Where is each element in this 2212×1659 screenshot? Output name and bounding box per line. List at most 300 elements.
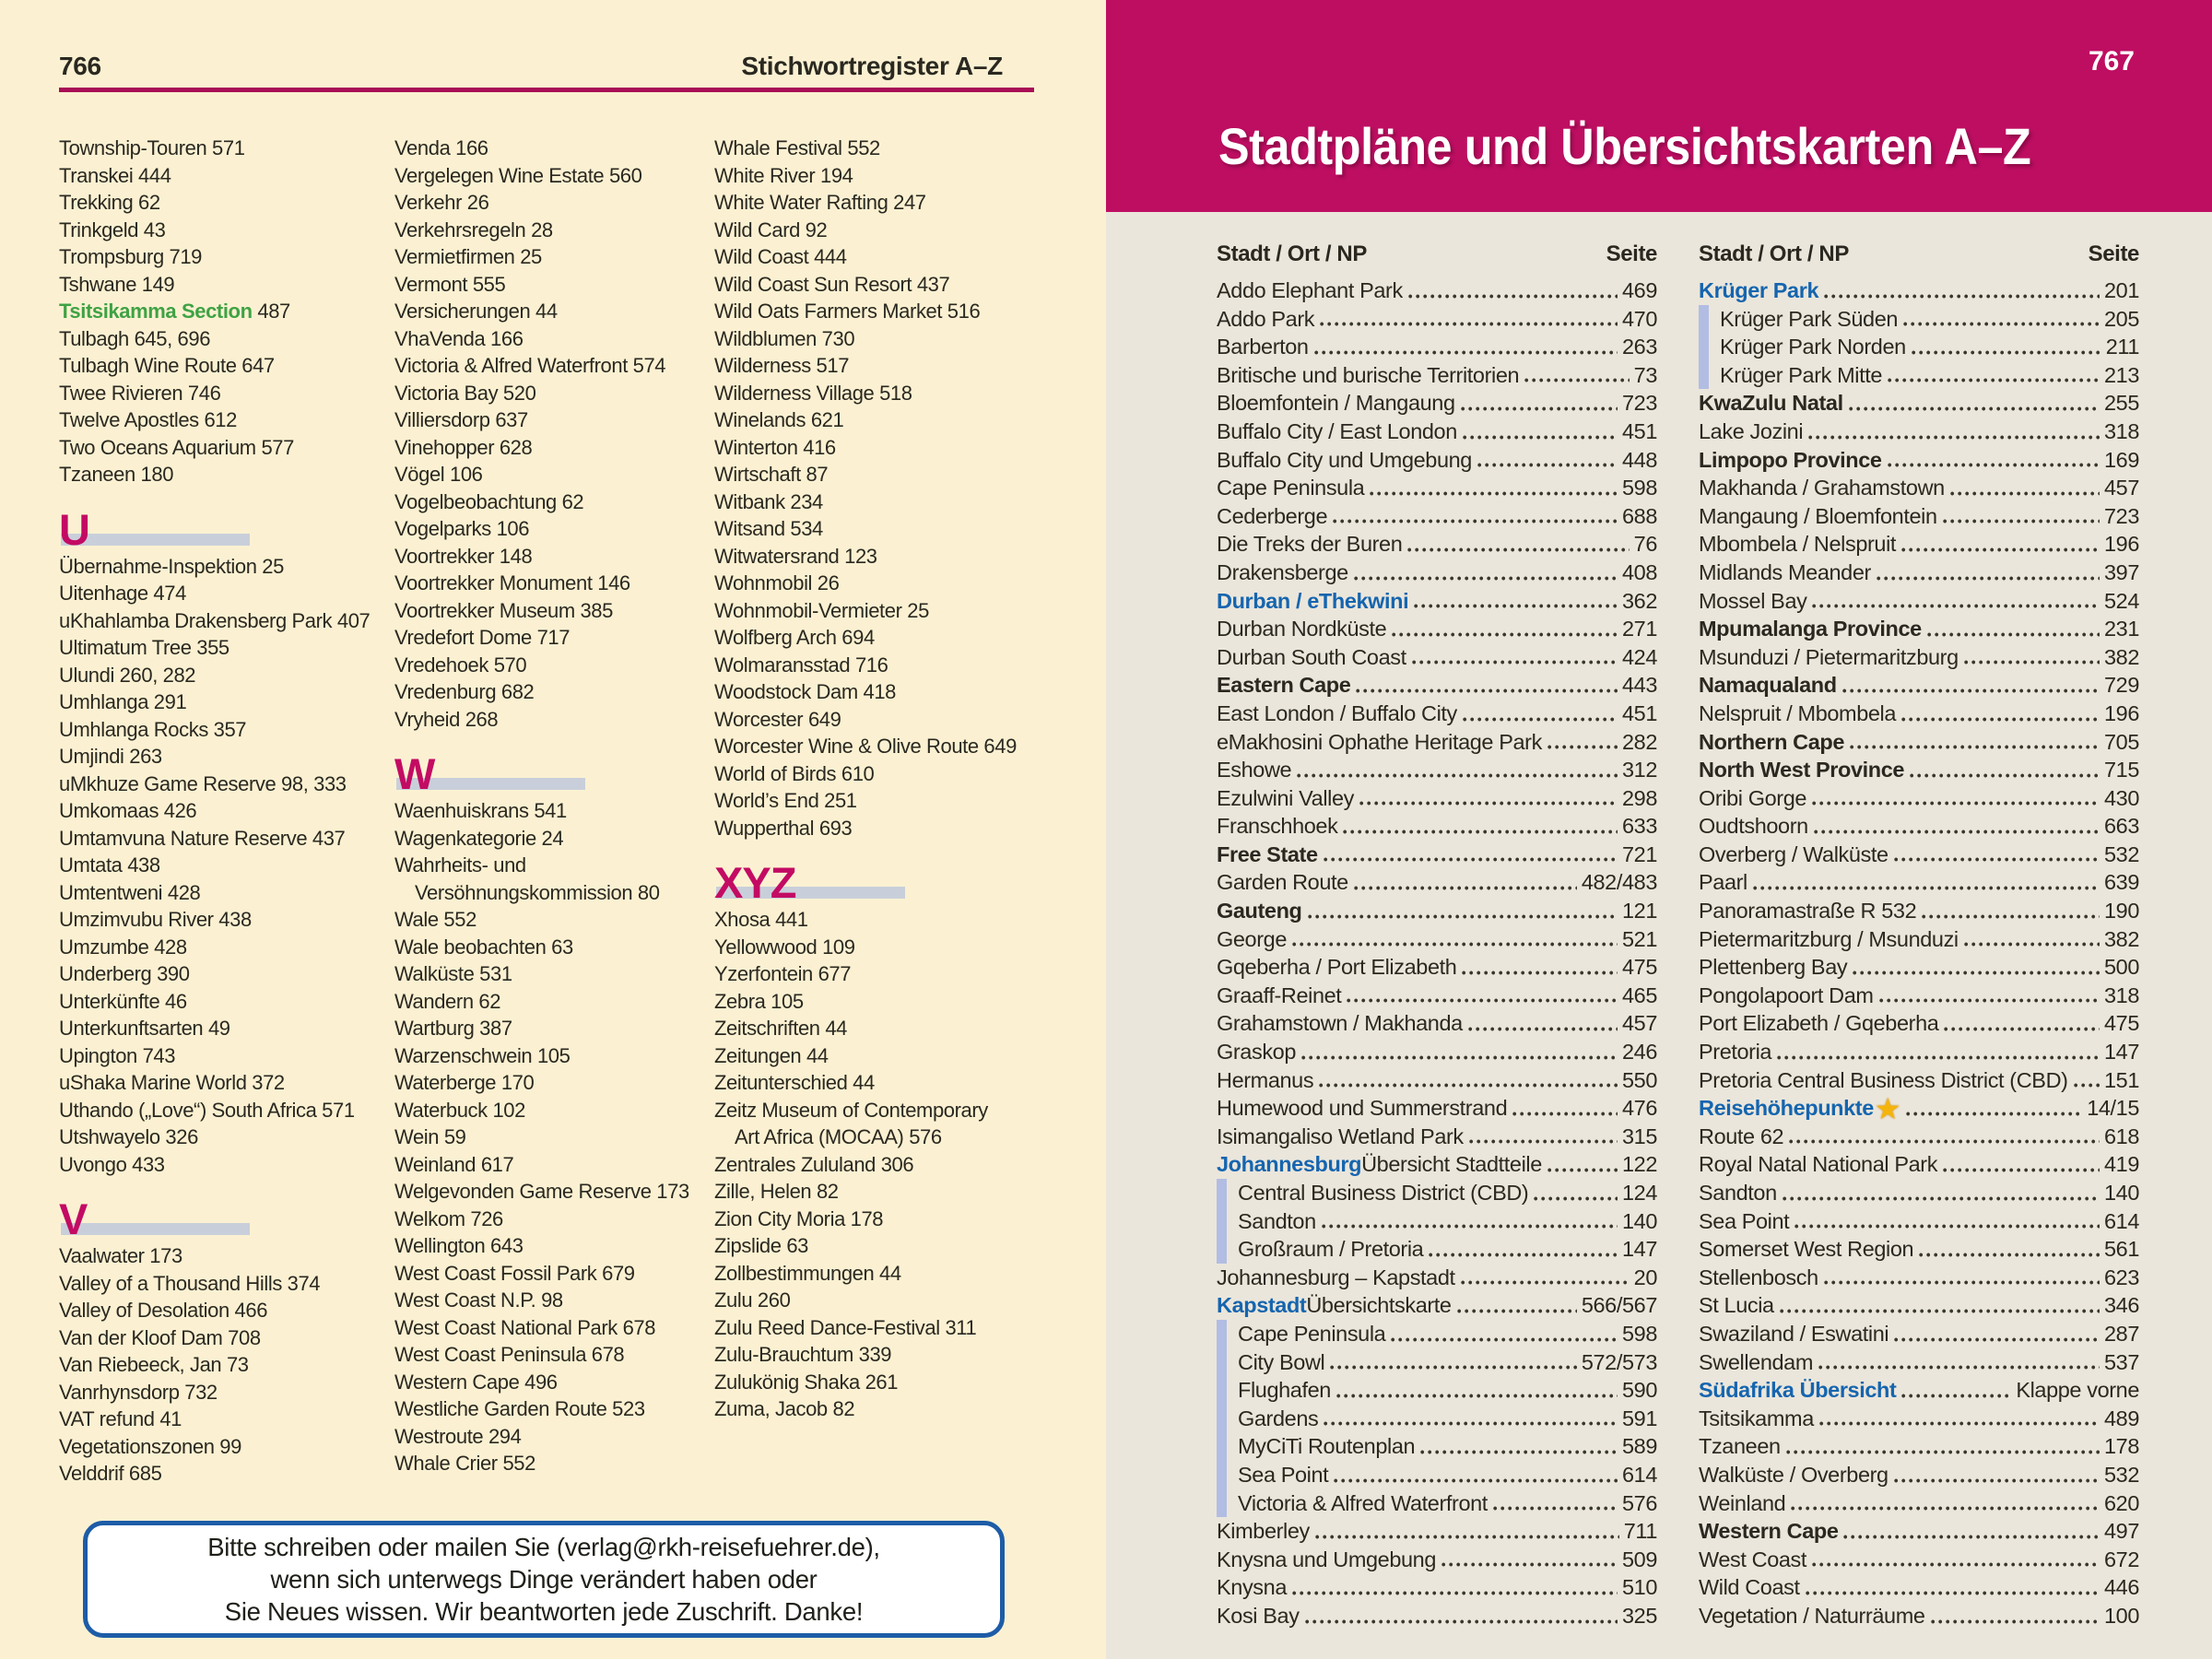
- map-entry: [1699, 1573, 2139, 1602]
- map-entry: [1217, 812, 1657, 841]
- index-entry: Xhosa 441: [714, 908, 808, 931]
- map-entry-name: Großraum / Pretoria: [1238, 1237, 1424, 1262]
- map-entry-page: 620: [2103, 1490, 2139, 1515]
- map-entry-page: 325: [1621, 1603, 1657, 1628]
- maps-column-1: [1217, 241, 1657, 1630]
- map-entry: [1699, 953, 2139, 982]
- map-entry-name: Krüger Park Norden: [1720, 335, 1906, 359]
- map-entry-page: 598: [1621, 1321, 1657, 1346]
- map-entry: [1217, 671, 1657, 700]
- index-entry: Vaalwater 173: [59, 1244, 182, 1267]
- map-entry-page: 721: [1621, 841, 1657, 866]
- map-entry: [1217, 1150, 1657, 1179]
- index-entry: Tulbagh 645, 696: [59, 326, 211, 350]
- map-entry-page: 213: [2103, 362, 2139, 387]
- map-entry-name: West Coast: [1699, 1547, 1807, 1571]
- index-entry: Wandern 62: [394, 989, 501, 1013]
- index-entry: Zulu-Brauchtum 339: [714, 1343, 892, 1366]
- index-entry: Vredehoek 570: [394, 653, 527, 677]
- map-entry-page: 231: [2103, 617, 2139, 641]
- map-entry: [1699, 1405, 2139, 1433]
- map-entry: [1699, 1348, 2139, 1377]
- map-entry-page: 448: [1621, 447, 1657, 472]
- dotted-leader: [1534, 1195, 1618, 1202]
- map-entry-page: 532: [2103, 841, 2139, 866]
- index-entry: Weinland 617: [394, 1152, 514, 1176]
- dotted-leader: [1943, 518, 2100, 524]
- map-entry: [1699, 1179, 2139, 1207]
- map-entry-page: 572/573: [1581, 1349, 1657, 1374]
- map-entry: [1699, 446, 2139, 475]
- index-entry: Zeitschriften 44: [714, 1017, 848, 1040]
- dotted-leader: [1894, 856, 2100, 863]
- map-entry-name: Hermanus: [1217, 1067, 1314, 1092]
- map-entry-page: 457: [1621, 1011, 1657, 1036]
- map-entry-page: 598: [1621, 476, 1657, 500]
- dotted-leader: [1461, 406, 1618, 412]
- map-entry-page: 497: [2103, 1519, 2139, 1544]
- map-entry-name: Drakensberge: [1217, 559, 1348, 584]
- map-entry: [1217, 1123, 1657, 1151]
- map-entry-name: eMakhosini Ophathe Heritage Park: [1217, 729, 1542, 754]
- map-entry: [1699, 756, 2139, 784]
- index-entry: Voortrekker 148: [394, 544, 533, 568]
- map-entry-page: 521: [1621, 926, 1657, 951]
- map-entry: [1217, 643, 1657, 672]
- map-entry-page: 382: [2103, 926, 2139, 951]
- map-entry-name: Flughafen: [1238, 1378, 1331, 1403]
- dotted-leader: [1842, 688, 2100, 694]
- map-entry-name: Addo Park: [1217, 306, 1315, 331]
- dotted-leader: [1901, 716, 2100, 723]
- map-entry-page: 510: [1621, 1575, 1657, 1600]
- index-entry: Trompsburg 719: [59, 245, 202, 268]
- dotted-leader: [1879, 997, 2100, 1004]
- dotted-leader: [1461, 1279, 1630, 1286]
- map-entry-name: Walküste / Overberg: [1699, 1462, 1888, 1487]
- map-entry-name: Kimberley: [1217, 1519, 1310, 1544]
- index-entry: Worcester Wine & Olive Route 649: [714, 735, 1017, 758]
- dotted-leader: [1910, 772, 2100, 779]
- index-entry: Wild Coast 444: [714, 245, 847, 268]
- dotted-leader: [1901, 547, 2100, 553]
- index-entry: Uitenhage 474: [59, 582, 186, 605]
- dotted-leader: [1780, 1308, 2100, 1314]
- map-entry: [1217, 953, 1657, 982]
- index-entry: Uthando („Love“) South Africa 571: [59, 1098, 355, 1122]
- map-entry: [1217, 361, 1657, 390]
- dotted-leader: [1324, 856, 1618, 863]
- map-entry-name: Free State: [1217, 841, 1318, 866]
- dotted-leader: [1356, 688, 1618, 694]
- map-entry-page: 688: [1621, 503, 1657, 528]
- dotted-leader: [1292, 1590, 1618, 1596]
- index-entry: Welgevonden Game Reserve 173: [394, 1180, 689, 1203]
- map-subentry: [1699, 333, 2139, 361]
- map-entry-name: Gqeberha / Port Elizabeth: [1217, 955, 1457, 980]
- map-entry-page: 178: [2103, 1434, 2139, 1459]
- map-entry: [1699, 728, 2139, 757]
- dotted-leader: [1462, 970, 1618, 976]
- map-subentry: [1217, 1179, 1657, 1207]
- map-entry: [1217, 587, 1657, 616]
- subentry-bar: [1217, 1405, 1227, 1433]
- dotted-leader: [1783, 1195, 2100, 1202]
- map-entry-page: 122: [1621, 1152, 1657, 1177]
- map-entry-page: 382: [2103, 644, 2139, 669]
- map-entry: [1699, 502, 2139, 531]
- map-entry-page: 482/483: [1581, 870, 1657, 895]
- dotted-leader: [1888, 462, 2100, 468]
- subentry-bar: [1217, 1489, 1227, 1518]
- map-entry-page: 190: [2103, 899, 2139, 924]
- dotted-leader: [1524, 377, 1629, 383]
- map-entry-name: Mbombela / Nelspruit: [1699, 532, 1897, 557]
- map-entry-name: Swaziland / Eswatini: [1699, 1321, 1889, 1346]
- dotted-leader: [1468, 1026, 1618, 1032]
- index-entry: Vryheid 268: [394, 707, 499, 731]
- dotted-leader: [1392, 631, 1618, 638]
- index-entry: Vogelparks 106: [394, 517, 530, 540]
- map-entry-name: Overberg / Walküste: [1699, 841, 1888, 866]
- map-entry-page: 475: [2103, 1011, 2139, 1036]
- map-entry-page: 362: [1621, 588, 1657, 613]
- map-entry-page: 614: [1621, 1462, 1657, 1487]
- map-entry-page: 124: [1621, 1181, 1657, 1205]
- map-entry-page: 424: [1621, 644, 1657, 669]
- map-entry-name: Sandton: [1238, 1208, 1316, 1233]
- index-entry: VhaVenda 166: [394, 326, 524, 350]
- map-subentry: [1217, 1207, 1657, 1236]
- index-entry: White Water Rafting 247: [714, 191, 926, 214]
- section-header-xyz: [714, 841, 1053, 906]
- map-entry-name: Victoria & Alfred Waterfront: [1238, 1490, 1488, 1515]
- dotted-leader: [1370, 490, 1618, 497]
- map-entry-name: Weinland: [1699, 1490, 1786, 1515]
- map-entry-page: 282: [1621, 729, 1657, 754]
- index-entry: uKhahlamba Drakensberg Park 407: [59, 608, 371, 632]
- dotted-leader: [1414, 603, 1618, 609]
- map-entry: [1217, 1573, 1657, 1602]
- index-entry: Twelve Apostles 612: [59, 408, 237, 431]
- index-entry: Whale Crier 552: [394, 1452, 535, 1475]
- map-entry: [1217, 389, 1657, 418]
- map-entry-name: Kapstadt: [1217, 1293, 1307, 1318]
- dotted-leader: [1824, 1279, 2100, 1286]
- map-entry: [1699, 643, 2139, 672]
- index-entry: Transkei 444: [59, 163, 171, 187]
- map-entry-page: 205: [2103, 306, 2139, 331]
- map-entry-name: Franschhoek: [1217, 814, 1338, 839]
- map-entry-name: East London / Buffalo City: [1217, 700, 1457, 725]
- dotted-leader: [1894, 1477, 2100, 1484]
- map-entry-page: 443: [1621, 673, 1657, 698]
- index-entry: Twee Rivieren 746: [59, 381, 221, 405]
- dotted-leader: [1319, 1082, 1618, 1088]
- index-entry: Zeitungen 44: [714, 1043, 829, 1067]
- map-entry: [1217, 982, 1657, 1010]
- map-entry-name-suffix: Übersichtskarte: [1306, 1293, 1452, 1318]
- dotted-leader: [1297, 772, 1618, 779]
- map-subentry: [1217, 1432, 1657, 1461]
- index-entry: Zulu 260: [714, 1288, 791, 1312]
- subentry-bar: [1699, 305, 1709, 334]
- index-entry: Vinehopper 628: [394, 435, 533, 459]
- index-entry: Umtata 438: [59, 853, 160, 877]
- map-entry-name: Ezulwini Valley: [1217, 785, 1354, 810]
- map-entry-name: Tzaneen: [1699, 1434, 1781, 1459]
- map-entry-name: Addo Elephant Park: [1217, 278, 1403, 302]
- index-entry: Tzaneen 180: [59, 463, 174, 486]
- dotted-leader: [1789, 1138, 2100, 1145]
- index-entry: West Coast National Park 678: [394, 1315, 656, 1339]
- index-entry: Wolmaransstad 716: [714, 653, 888, 677]
- map-entry: [1699, 925, 2139, 954]
- dotted-leader: [1849, 406, 2100, 412]
- map-entry-name: Western Cape: [1699, 1519, 1839, 1544]
- map-entry-page: 318: [2103, 982, 2139, 1007]
- index-entry: Waterbuck 102: [394, 1098, 525, 1122]
- right-page: [1106, 0, 2212, 1659]
- map-entry-name: Cape Peninsula: [1238, 1321, 1386, 1346]
- index-entry: Zebra 105: [714, 989, 804, 1013]
- index-entry: Victoria Bay 520: [394, 381, 536, 405]
- dotted-leader: [1888, 377, 2100, 383]
- map-entry: [1217, 700, 1657, 728]
- map-entry-page: 151: [2103, 1067, 2139, 1092]
- dotted-leader: [1806, 1590, 2100, 1596]
- index-entry: VAT refund 41: [59, 1407, 182, 1430]
- subentry-bar: [1217, 1432, 1227, 1461]
- index-entry-highlighted: Tsitsikamma Section 487: [59, 300, 290, 323]
- dotted-leader: [1927, 631, 2100, 638]
- map-entry-name: Swellendam: [1699, 1349, 1814, 1374]
- subentry-bar: [1217, 1376, 1227, 1405]
- map-entry: [1699, 559, 2139, 587]
- index-entry: Vegetationszonen 99: [59, 1434, 241, 1458]
- map-entry-page: 451: [1621, 418, 1657, 443]
- index-entry: Wildblumen 730: [714, 326, 855, 350]
- index-entry: Vermietfirmen 25: [394, 245, 542, 268]
- map-entry: [1217, 728, 1657, 757]
- map-entry-name: Reisehöhepunkte: [1699, 1096, 1874, 1121]
- map-entry-page: 663: [2103, 814, 2139, 839]
- index-column-1: [59, 135, 389, 1488]
- dotted-leader: [1812, 603, 2100, 609]
- map-entry-name: Sea Point: [1699, 1208, 1790, 1233]
- index-entry: Zeitz Museum of Contemporary: [714, 1098, 988, 1122]
- map-entry-page: 255: [2103, 391, 2139, 416]
- map-entry-page: 623: [2103, 1265, 2139, 1289]
- map-entry-name: Lake Jozini: [1699, 418, 1804, 443]
- index-entry: Zille, Helen 82: [714, 1180, 839, 1203]
- map-entry-name: Gardens: [1238, 1406, 1319, 1430]
- subentry-bar: [1217, 1207, 1227, 1236]
- map-entry-page: 271: [1621, 617, 1657, 641]
- map-subentry: [1699, 305, 2139, 334]
- map-entry-name: Central Business District (CBD): [1238, 1181, 1529, 1205]
- dotted-leader: [1794, 1223, 2100, 1230]
- index-entry: Warzenschwein 105: [394, 1043, 571, 1067]
- map-entry: [1217, 305, 1657, 334]
- map-entry: [1699, 418, 2139, 446]
- map-entry-page: 614: [2103, 1208, 2139, 1233]
- index-entry: Umjindi 263: [59, 745, 162, 768]
- map-entry-name: Mossel Bay: [1699, 588, 1807, 613]
- dotted-leader: [1315, 1534, 1619, 1540]
- dotted-leader: [1330, 1364, 1577, 1371]
- map-entry-page: 723: [2103, 503, 2139, 528]
- map-entry-page: 711: [1623, 1519, 1657, 1544]
- index-entry: Waenhuiskrans 541: [394, 799, 567, 822]
- map-entry-page: 476: [1621, 1096, 1657, 1121]
- index-entry: Zulu Reed Dance-Festival 311: [714, 1315, 977, 1339]
- index-entry: World’s End 251: [714, 789, 857, 812]
- map-entry: [1699, 1091, 2139, 1125]
- index-entry: Upington 743: [59, 1043, 176, 1067]
- map-entry-page: 20: [1633, 1265, 1657, 1289]
- map-entry-page: 639: [2103, 870, 2139, 895]
- map-entry-name: Eastern Cape: [1217, 673, 1351, 698]
- map-entry-name: Durban / eThekwini: [1217, 588, 1409, 613]
- map-entry: [1699, 530, 2139, 559]
- index-entry: Vredefort Dome 717: [394, 626, 571, 649]
- index-entry: Utshwayelo 326: [59, 1125, 198, 1148]
- dotted-leader: [1322, 1223, 1618, 1230]
- subentry-bar: [1217, 1179, 1227, 1207]
- map-entry-page: 196: [2103, 700, 2139, 725]
- index-entry-continuation: Versöhnungskommission 80: [415, 880, 660, 904]
- map-entry-page: 346: [2103, 1293, 2139, 1318]
- dotted-leader: [1901, 1393, 2011, 1399]
- map-entry-page: 446: [2103, 1575, 2139, 1600]
- index-entry: Wellington 643: [394, 1234, 524, 1257]
- index-entry: Underberg 390: [59, 962, 190, 985]
- note-line-1: Bitte schreiben oder mailen Sie (verlag@rkh-reisefuehrer.de),: [207, 1533, 880, 1561]
- dotted-leader: [1305, 1618, 1618, 1625]
- index-entry: Zollbestimmungen 44: [714, 1261, 901, 1285]
- index-entry: Westliche Garden Route 523: [394, 1397, 645, 1420]
- index-entry: Witbank 234: [714, 489, 823, 513]
- map-entry: [1699, 982, 2139, 1010]
- map-entry: [1699, 1264, 2139, 1292]
- column-header: [1217, 241, 1657, 276]
- dotted-leader: [1894, 1336, 2100, 1343]
- index-entry: Übernahme-Inspektion 25: [59, 554, 284, 578]
- index-entry: Van der Kloof Dam 708: [59, 1325, 261, 1349]
- maps-column-2: [1699, 241, 2139, 1630]
- dotted-leader: [2074, 1082, 2100, 1088]
- section-header-u: [59, 488, 389, 553]
- highlighted-term: Tsitsikamma Section: [59, 300, 253, 323]
- section-letter: W: [394, 749, 435, 798]
- map-entry-page: 500: [2103, 955, 2139, 980]
- index-entry: Valley of Desolation 466: [59, 1299, 268, 1322]
- title-band: [1106, 0, 2212, 212]
- map-entry: [1217, 474, 1657, 502]
- dotted-leader: [1791, 1505, 2100, 1512]
- map-entry-page: 561: [2103, 1237, 2139, 1262]
- map-entry-page: 451: [1621, 700, 1657, 725]
- map-entry: [1217, 784, 1657, 813]
- map-entry: [1699, 1235, 2139, 1264]
- column-header-page: Seite: [2088, 241, 2139, 266]
- left-page-number: 766: [59, 52, 101, 80]
- map-entry-page: 408: [1621, 559, 1657, 584]
- map-entry-name-suffix: Übersicht Stadtteile: [1361, 1152, 1542, 1177]
- index-entry: Tulbagh Wine Route 647: [59, 354, 275, 377]
- map-entry-page: 532: [2103, 1462, 2139, 1487]
- dotted-leader: [1301, 1054, 1618, 1061]
- map-entry: [1699, 700, 2139, 728]
- subentry-bar: [1217, 1461, 1227, 1489]
- map-entry-name: Wild Coast: [1699, 1575, 1800, 1600]
- dotted-leader: [1753, 885, 2100, 891]
- dotted-leader: [1812, 800, 2100, 806]
- map-entry: [1217, 925, 1657, 954]
- dotted-leader: [1469, 1138, 1618, 1145]
- index-entry: Yzerfontein 677: [714, 962, 852, 985]
- dotted-leader: [1457, 1308, 1577, 1314]
- dotted-leader: [1347, 997, 1618, 1004]
- dotted-leader: [1912, 349, 2101, 356]
- dotted-leader: [1408, 293, 1618, 300]
- index-entry: Wohnmobil-Vermieter 25: [714, 598, 929, 622]
- left-page-title: Stichwortregister A–Z: [741, 52, 1003, 80]
- index-entry: Zuma, Jacob 82: [714, 1397, 855, 1420]
- map-entry-name: Tsitsikamma: [1699, 1406, 1814, 1430]
- map-entry-page: 318: [2103, 418, 2139, 443]
- dotted-leader: [1943, 1167, 2100, 1173]
- map-entry-page: 14/15: [2087, 1096, 2139, 1121]
- map-entry-page: 211: [2105, 335, 2139, 359]
- dotted-leader: [1824, 293, 2100, 300]
- map-entry-name: Sandton: [1699, 1181, 1777, 1205]
- map-entry-page: 618: [2103, 1124, 2139, 1148]
- dotted-leader: [1547, 744, 1618, 750]
- map-entry-name: Nelspruit / Mbombela: [1699, 700, 1897, 725]
- map-entry: [1699, 615, 2139, 643]
- map-entry: [1217, 1038, 1657, 1066]
- map-entry-name: Barberton: [1217, 335, 1309, 359]
- index-entry: Valley of a Thousand Hills 374: [59, 1271, 321, 1295]
- map-entry-name: Garden Route: [1217, 870, 1348, 895]
- map-entry: [1699, 1602, 2139, 1630]
- dotted-leader: [1818, 1364, 2100, 1371]
- index-entry: Wein 59: [394, 1125, 466, 1148]
- dotted-leader: [1343, 829, 1618, 835]
- dotted-leader: [1903, 321, 2100, 327]
- map-entry-page: 590: [1621, 1378, 1657, 1403]
- note-line-3: Sie Neues wissen. Wir beantworten jede Zuschrift. Danke!: [224, 1597, 864, 1626]
- map-entry: [1699, 1320, 2139, 1348]
- map-entry-name: Die Treks der Buren: [1217, 532, 1403, 557]
- map-subentry: [1217, 1461, 1657, 1489]
- map-entry-page: Klappe vorne: [2016, 1378, 2139, 1403]
- dotted-leader: [1354, 885, 1577, 891]
- map-entry-page: 147: [2103, 1040, 2139, 1065]
- index-entry: Vanrhynsdorp 732: [59, 1380, 218, 1404]
- column-header-name: Stadt / Ort / NP: [1217, 241, 1367, 266]
- subentry-bar: [1699, 333, 1709, 361]
- map-entry-name: Kosi Bay: [1217, 1603, 1300, 1628]
- dotted-leader: [1944, 1026, 2100, 1032]
- index-entry: Umhlanga 291: [59, 690, 187, 713]
- map-entry-name: Durban Nordküste: [1217, 617, 1387, 641]
- map-entry: [1217, 418, 1657, 446]
- index-entry-continuation: Art Africa (MOCAA) 576: [735, 1125, 942, 1148]
- map-entry-page: 397: [2103, 559, 2139, 584]
